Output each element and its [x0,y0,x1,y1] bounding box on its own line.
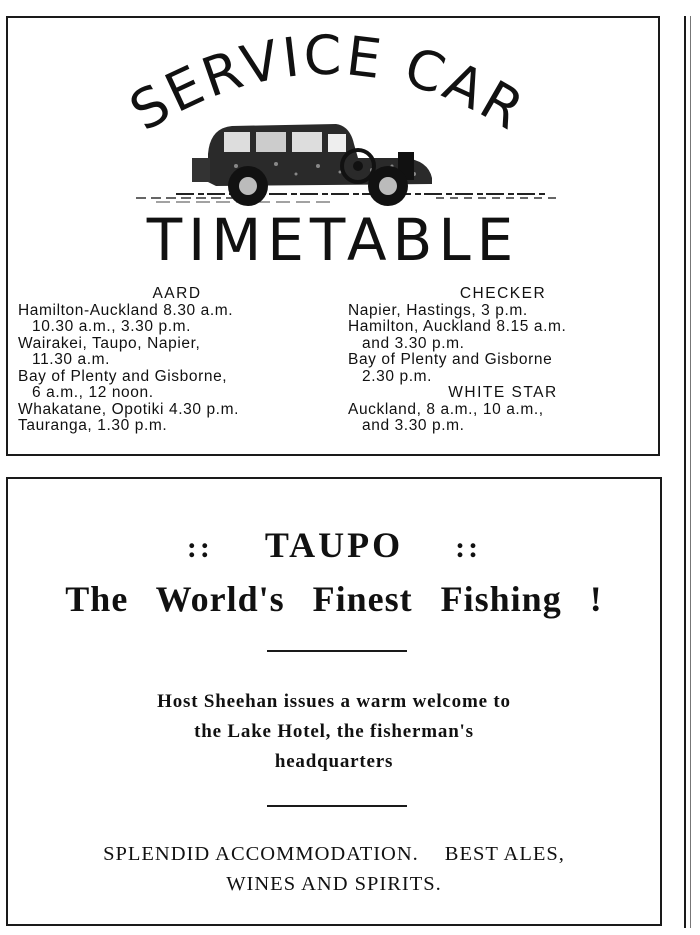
aard-company-name: AARD [152,285,202,302]
checker-company-name: CHECKER [459,285,547,302]
schedule-line: 10.30 a.m., 3.30 p.m. [32,318,192,335]
white-star-company-name: WHITE STAR [448,384,558,401]
schedule-line: Auckland, 8 a.m., 10 a.m., [348,400,544,418]
fishing-tagline: The World's Finest Fishing ! [65,579,603,619]
schedule-line: Wairakei, Taupo, Napier, [18,334,201,352]
checker-white-star-schedule [348,286,658,435]
page-column-rule [684,16,686,928]
divider-rule [267,805,407,807]
amenities-line-2: WINES AND SPIRITS. [226,873,442,895]
taupo-lake-hotel-ad [6,477,662,926]
schedule-line: Bay of Plenty and Gisborne [348,351,553,368]
schedule-line: Hamilton, Auckland 8.15 a.m. [348,318,567,335]
taupo-title-row [8,527,660,563]
welcome-line: headquarters [274,751,394,772]
service-car-timetable-ad [6,16,660,456]
schedule-line: and 3.30 p.m. [362,334,465,352]
schedule-line: 6 a.m., 12 noon. [32,384,154,401]
decorative-colons-left: :: [186,531,213,564]
aard-schedule [18,286,336,435]
vintage-car-illustration [136,114,556,214]
schedule-line: Whakatane, Opotiki 4.30 p.m. [18,400,239,418]
schedule-line: and 3.30 p.m. [362,417,465,434]
ales-text: BEST ALES, [444,843,565,865]
divider-rule [267,650,407,652]
schedule-line: 11.30 a.m. [32,351,111,368]
welcome-message [8,687,660,777]
schedule-line: Napier, Hastings, 3 p.m. [348,301,528,319]
taupo-title: TAUPO [264,525,404,565]
service-car-heading-text: SERVICE CAR [119,24,537,144]
schedule-line: Hamilton-Auckland 8.30 a.m. [18,301,234,319]
amenities-line-1 [8,839,660,869]
decorative-colons-right: :: [455,531,482,564]
welcome-line: Host Sheehan issues a warm welcome to [157,691,511,712]
welcome-line: the Lake Hotel, the fisherman's [194,721,474,742]
timetable-heading: TIMETABLE [146,206,520,274]
schedule-line: Tauranga, 1.30 p.m. [18,417,168,434]
schedule-line: Bay of Plenty and Gisborne, [18,367,228,385]
amenities-footer [8,839,660,899]
schedule-line: 2.30 p.m. [362,367,433,385]
page-column-edge [690,16,700,928]
accommodation-text: SPLENDID ACCOMMODATION. [103,843,419,865]
